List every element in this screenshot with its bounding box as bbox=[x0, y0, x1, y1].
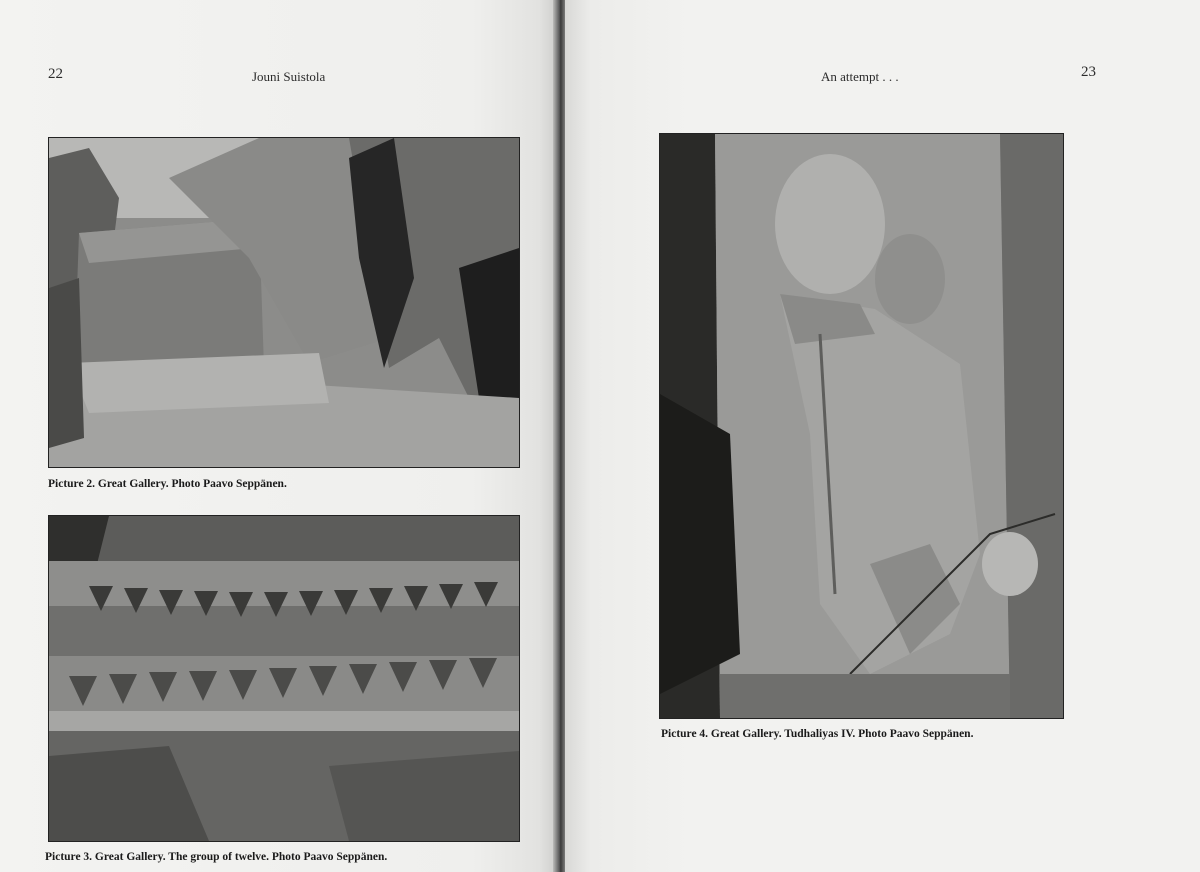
caption-picture-4: Picture 4. Great Gallery. Tudhaliyas IV. Photo Paavo Seppänen. bbox=[661, 728, 974, 740]
running-head-left: Jouni Suistola bbox=[252, 69, 326, 84]
page-number-left: 22 bbox=[48, 66, 63, 82]
photo-great-gallery bbox=[48, 137, 520, 468]
page-number-right: 23 bbox=[1081, 64, 1096, 80]
running-head-right: An attempt . . . bbox=[821, 69, 899, 84]
photo-tudhaliyas-iv bbox=[659, 133, 1064, 719]
left-page bbox=[0, 0, 556, 872]
right-page bbox=[565, 0, 1200, 872]
photo-group-of-twelve bbox=[48, 515, 520, 842]
caption-picture-3: Picture 3. Great Gallery. The group of twelve. Photo Paavo Seppänen. bbox=[45, 851, 388, 863]
caption-picture-2: Picture 2. Great Gallery. Photo Paavo Seppänen. bbox=[48, 478, 287, 490]
